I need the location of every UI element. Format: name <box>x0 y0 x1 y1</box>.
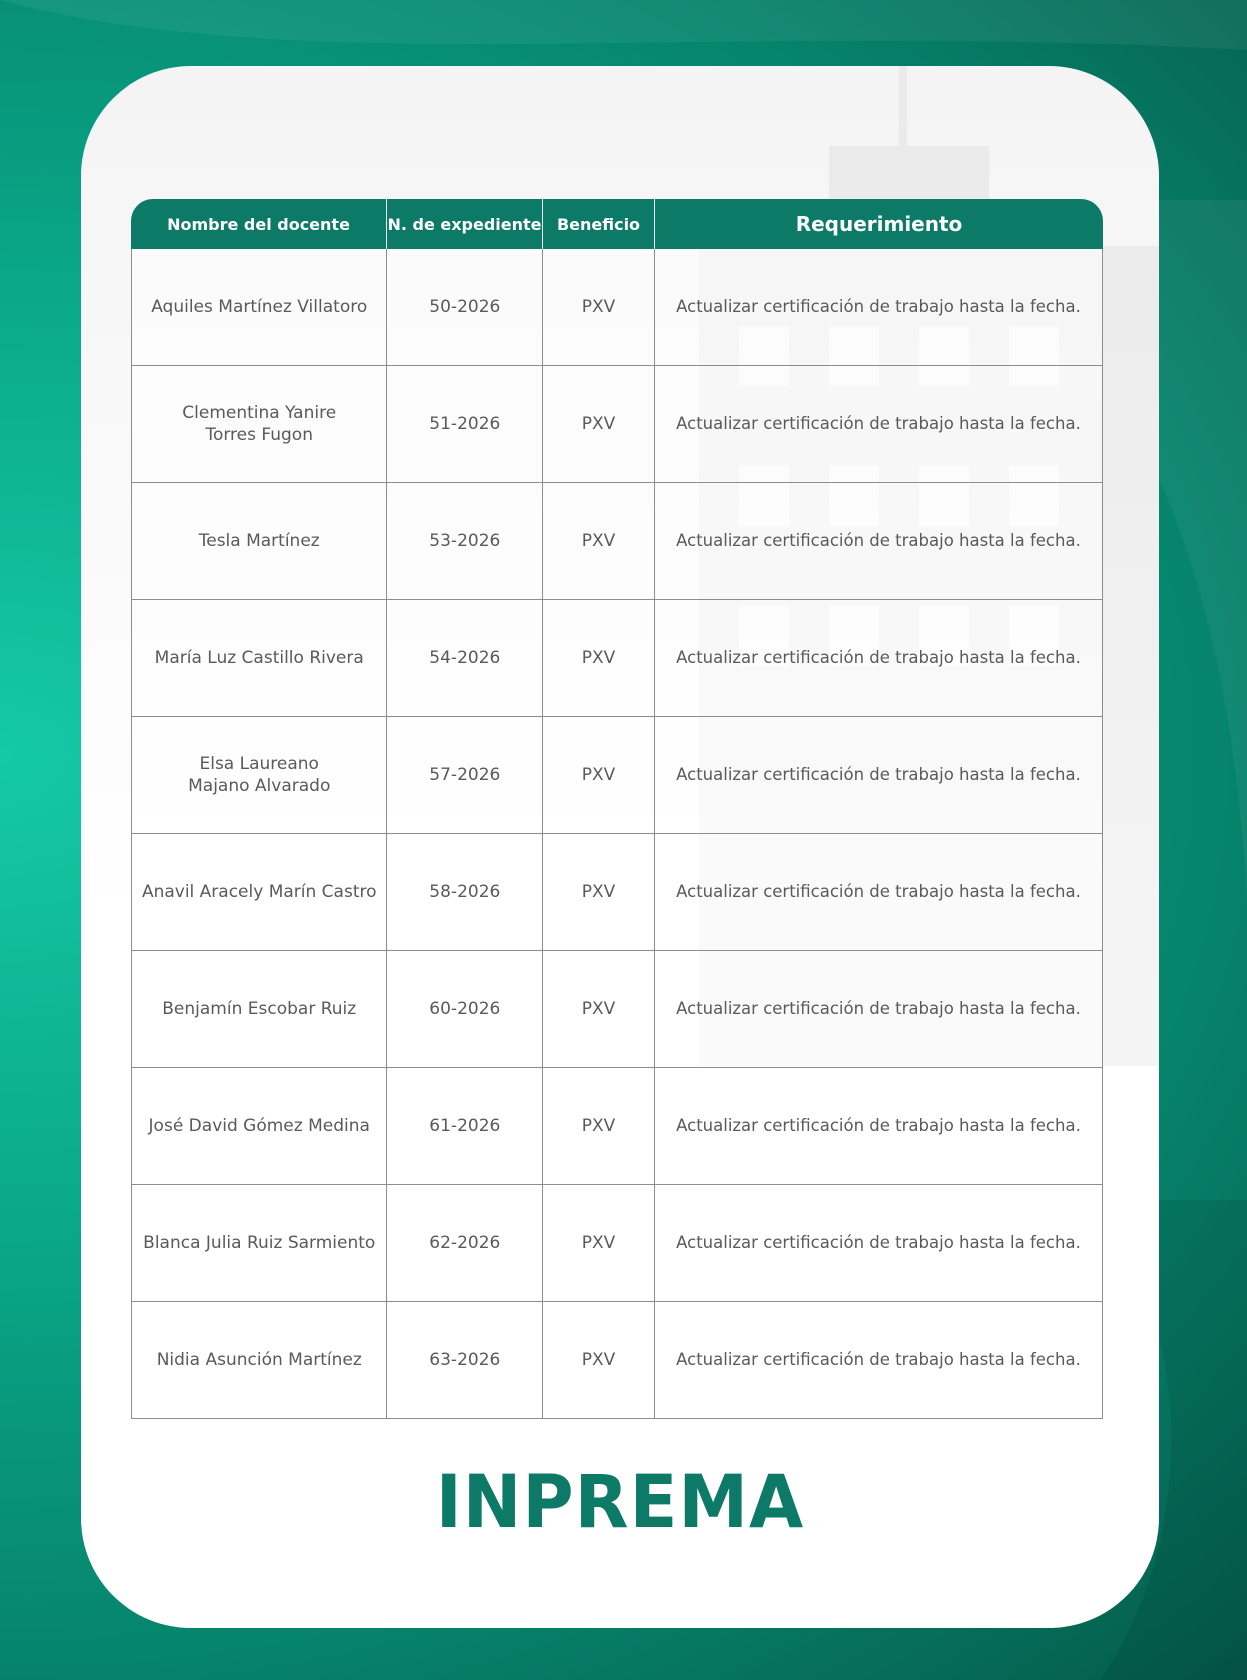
header-beneficio: Beneficio <box>543 199 655 249</box>
table-body <box>131 249 1103 1419</box>
cell-expediente: 61-2026 <box>387 1068 543 1184</box>
cell-requerimiento: Actualizar certificación de trabajo hasta la fecha. <box>676 414 1081 433</box>
table-row <box>131 834 1103 951</box>
cell-nombre: Benjamín Escobar Ruiz <box>132 951 387 1067</box>
cell-expediente: 60-2026 <box>387 951 543 1067</box>
cell-beneficio: PXV <box>543 366 655 482</box>
cell-beneficio: PXV <box>543 1185 655 1301</box>
table-row <box>131 366 1103 483</box>
cell-beneficio: PXV <box>543 717 655 833</box>
content-card <box>81 66 1159 1628</box>
cell-requerimiento: Actualizar certificación de trabajo hasta la fecha. <box>676 648 1081 667</box>
cell-expediente: 51-2026 <box>387 366 543 482</box>
cell-nombre: Anavil Aracely Marín Castro <box>132 834 387 950</box>
table-row <box>131 483 1103 600</box>
cell-nombre: Tesla Martínez <box>132 483 387 599</box>
header-requerimiento: Requerimiento <box>795 212 963 236</box>
inprema-logo: INPREMA <box>435 1458 805 1546</box>
cell-requerimiento: Actualizar certificación de trabajo hasta la fecha. <box>676 531 1081 550</box>
table-row <box>131 1185 1103 1302</box>
cell-nombre: José David Gómez Medina <box>132 1068 387 1184</box>
cell-nombre: Elsa Laureano Majano Alvarado <box>132 717 387 833</box>
table-row <box>131 249 1103 366</box>
cell-requerimiento: Actualizar certificación de trabajo hasta la fecha. <box>676 1350 1081 1369</box>
cell-requerimiento: Actualizar certificación de trabajo hasta la fecha. <box>676 1116 1081 1135</box>
table-row <box>131 717 1103 834</box>
cell-beneficio: PXV <box>543 834 655 950</box>
cell-beneficio: PXV <box>543 1302 655 1418</box>
cell-expediente: 50-2026 <box>387 249 543 365</box>
requirements-table <box>131 199 1103 1419</box>
cell-beneficio: PXV <box>543 249 655 365</box>
cell-requerimiento: Actualizar certificación de trabajo hasta la fecha. <box>676 765 1081 784</box>
cell-requerimiento: Actualizar certificación de trabajo hasta la fecha. <box>676 999 1081 1018</box>
cell-nombre: Clementina Yanire Torres Fugon <box>132 366 387 482</box>
table-row <box>131 600 1103 717</box>
cell-beneficio: PXV <box>543 600 655 716</box>
header-nombre: Nombre del docente <box>131 199 387 249</box>
cell-expediente: 57-2026 <box>387 717 543 833</box>
table-row <box>131 951 1103 1068</box>
cell-requerimiento: Actualizar certificación de trabajo hasta la fecha. <box>676 882 1081 901</box>
cell-nombre: Aquiles Martínez Villatoro <box>132 249 387 365</box>
cell-nombre: Nidia Asunción Martínez <box>132 1302 387 1418</box>
table-row <box>131 1068 1103 1185</box>
cell-expediente: 63-2026 <box>387 1302 543 1418</box>
cell-expediente: 58-2026 <box>387 834 543 950</box>
cell-nombre: María Luz Castillo Rivera <box>132 600 387 716</box>
cell-requerimiento: Actualizar certificación de trabajo hasta la fecha. <box>676 297 1081 316</box>
cell-beneficio: PXV <box>543 483 655 599</box>
cell-nombre: Blanca Julia Ruiz Sarmiento <box>132 1185 387 1301</box>
header-expediente: N. de expediente <box>387 199 543 249</box>
cell-expediente: 54-2026 <box>387 600 543 716</box>
cell-requerimiento: Actualizar certificación de trabajo hasta la fecha. <box>676 1233 1081 1252</box>
cell-beneficio: PXV <box>543 951 655 1067</box>
cell-beneficio: PXV <box>543 1068 655 1184</box>
table-header <box>131 199 1103 249</box>
cell-expediente: 53-2026 <box>387 483 543 599</box>
table-row <box>131 1302 1103 1419</box>
cell-expediente: 62-2026 <box>387 1185 543 1301</box>
